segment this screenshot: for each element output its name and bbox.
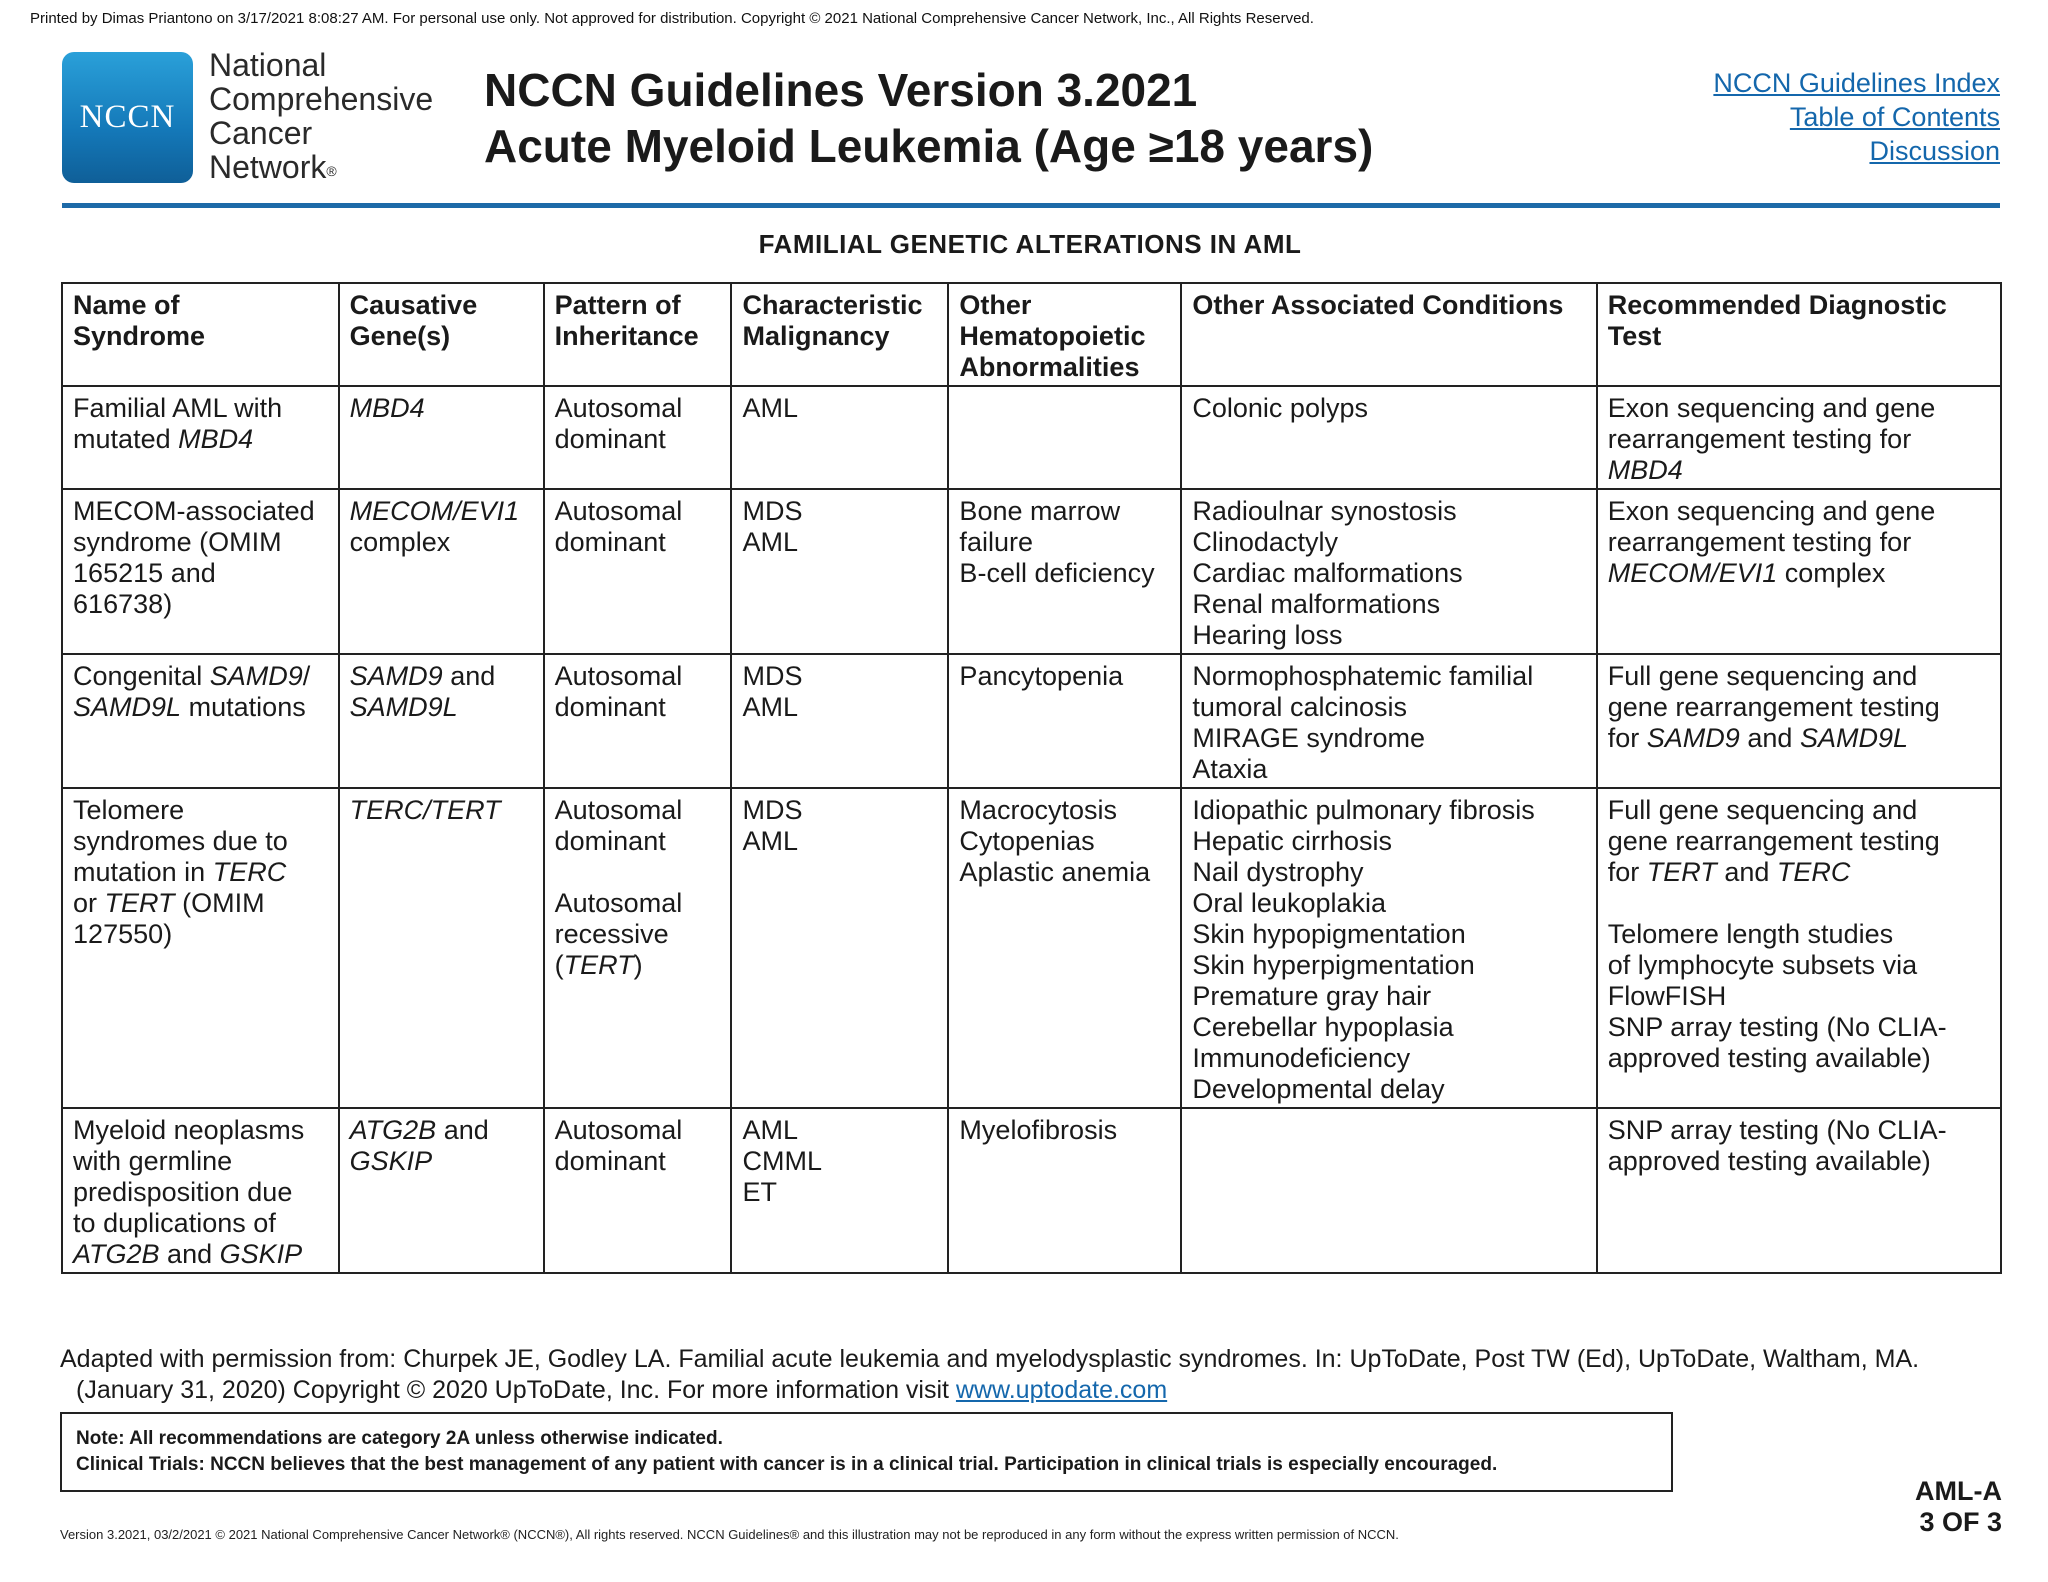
cell-line: Autosomal: [554, 888, 683, 918]
cell-test: [1597, 788, 2001, 1108]
cell-line: Pancytopenia: [959, 661, 1124, 691]
header-hematopoietic: [948, 283, 1181, 386]
cell-line: for SAMD9 and SAMD9L: [1607, 723, 1908, 753]
org-line: Comprehensive: [209, 81, 434, 117]
clinical-trials-line: Clinical Trials: NCCN believes that the best management of any patient with cancer is in a clinical trial. Participation in clinical trials is especially encouraged.: [76, 1454, 1498, 1475]
cell-line: Hepatic cirrhosis: [1192, 826, 1392, 856]
cell-line: Normophosphatemic familial: [1192, 661, 1534, 691]
cell-line: Congenital SAMD9/: [73, 661, 311, 691]
cell-conditions: [1181, 489, 1596, 654]
cell-line: gene rearrangement testing: [1607, 826, 1940, 856]
cell-genes: [339, 489, 544, 654]
table-row: [62, 654, 2001, 788]
table-of-contents-link[interactable]: Table of Contents: [1789, 102, 2000, 132]
cell-line: rearrangement testing for: [1607, 527, 1912, 557]
cell-line: of lymphocyte subsets via: [1607, 950, 1918, 980]
cell-line: Cerebellar hypoplasia: [1192, 1012, 1454, 1042]
org-line: Cancer: [209, 115, 313, 151]
header-conditions: [1181, 283, 1596, 386]
cell-line: approved testing available): [1607, 1043, 1931, 1073]
cell-inheritance: [544, 489, 732, 654]
cell-syndrome: [62, 386, 339, 489]
cell-line: Gene(s): [349, 321, 451, 351]
cell-line: Familial AML with: [73, 393, 283, 423]
printed-notice: Printed by Dimas Priantono on 3/17/2021 8:08:27 AM. For personal use only. Not approved for distribution. Copyright © 2021 National Comprehensive Cancer Network, Inc., All Rights Reserved.: [30, 10, 1314, 27]
cell-hematopoietic: [948, 489, 1181, 654]
cell-line: Autosomal: [554, 496, 683, 526]
cell-hematopoietic: [948, 1108, 1181, 1273]
cell-hematopoietic: [948, 386, 1181, 489]
citation: [60, 1344, 2020, 1406]
cell-line: dominant: [554, 424, 666, 454]
cell-line: FlowFISH: [1607, 981, 1727, 1011]
cell-line: TERC/TERT: [349, 795, 501, 825]
cell-line: rearrangement testing for: [1607, 424, 1912, 454]
org-line-text: Network: [209, 149, 327, 185]
cell-inheritance: [544, 386, 732, 489]
cell-line: Renal malformations: [1192, 589, 1441, 619]
cell-line: Premature gray hair: [1192, 981, 1432, 1011]
cell-syndrome: [62, 654, 339, 788]
cell-inheritance: [544, 654, 732, 788]
cell-line: ATG2B and GSKIP: [73, 1239, 303, 1269]
cell-line: mutation in TERC: [73, 857, 287, 887]
header-syndrome: [62, 283, 339, 386]
cell-malignancy: [731, 788, 948, 1108]
cell-test: [1597, 1108, 2001, 1273]
cell-line: failure: [959, 527, 1034, 557]
org-line: [209, 150, 433, 184]
cell-line: Malignancy: [742, 321, 890, 351]
cell-line: MECOM/EVI1 complex: [1607, 558, 1886, 588]
org-line: National: [209, 47, 327, 83]
cell-line: MECOM-associated: [73, 496, 315, 526]
uptodate-link[interactable]: www.uptodate.com: [955, 1376, 1168, 1404]
cell-line: dominant: [554, 1146, 666, 1176]
table-row: [62, 386, 2001, 489]
cell-line: Skin hypopigmentation: [1192, 919, 1466, 949]
cell-line: 127550): [73, 919, 173, 949]
cell-line: Test: [1607, 321, 1662, 351]
cell-line: Autosomal: [554, 393, 683, 423]
cell-line: syndromes due to: [73, 826, 288, 856]
cell-line: Telomere length studies: [1607, 919, 1894, 949]
cell-line: Nail dystrophy: [1192, 857, 1364, 887]
cell-line: Recommended Diagnostic: [1607, 290, 1947, 320]
cell-line: dominant: [554, 692, 666, 722]
cell-line: Cardiac malformations: [1192, 558, 1463, 588]
cell-hematopoietic: [948, 654, 1181, 788]
cell-line: approved testing available): [1607, 1146, 1931, 1176]
cell-line: Clinodactyly: [1192, 527, 1338, 557]
organization-name: [209, 48, 433, 184]
cell-line: Aplastic anemia: [959, 857, 1151, 887]
cell-line: Autosomal: [554, 1115, 683, 1145]
cell-line: Macrocytosis: [959, 795, 1118, 825]
cell-line: to duplications of: [73, 1208, 276, 1238]
cell-line: SAMD9L mutations: [73, 692, 306, 722]
blank-line: [1608, 888, 1990, 919]
cell-test: [1597, 386, 2001, 489]
cell-line: MIRAGE syndrome: [1192, 723, 1426, 753]
table-body: [62, 386, 2001, 1273]
cell-line: SAMD9 and: [349, 661, 496, 691]
cell-line: Skin hyperpigmentation: [1192, 950, 1475, 980]
page-identifier: [1915, 1476, 2002, 1538]
header-divider: [62, 203, 2000, 208]
cell-line: Inheritance: [554, 321, 699, 351]
title-line-1: NCCN Guidelines Version 3.2021: [484, 64, 1198, 116]
cell-line: recessive: [554, 919, 669, 949]
cell-line: Other Associated Conditions: [1192, 290, 1564, 320]
cell-line: dominant: [554, 527, 666, 557]
cell-line: Immunodeficiency: [1192, 1043, 1411, 1073]
cell-line: for TERT and TERC: [1607, 857, 1851, 887]
cell-line: AML: [742, 826, 799, 856]
guideline-nav: [1713, 66, 2000, 168]
cell-line: MBD4: [1607, 455, 1683, 485]
cell-line: Syndrome: [73, 321, 206, 351]
cell-line: syndrome (OMIM: [73, 527, 282, 557]
cell-line: AML: [742, 527, 799, 557]
page-number: 3 OF 3: [1919, 1507, 2002, 1537]
cell-genes: [339, 788, 544, 1108]
cell-line: Myelofibrosis: [959, 1115, 1118, 1145]
note-line: Note: All recommendations are category 2A unless otherwise indicated.: [76, 1428, 723, 1449]
cell-line: tumoral calcinosis: [1192, 692, 1408, 722]
cell-genes: [339, 1108, 544, 1273]
cell-line: Bone marrow: [959, 496, 1121, 526]
header-genes: [339, 283, 544, 386]
cell-syndrome: [62, 1108, 339, 1273]
cell-line: gene rearrangement testing: [1607, 692, 1940, 722]
footer-copyright: Version 3.2021, 03/2/2021 © 2021 National Comprehensive Cancer Network® (NCCN®), All rights reserved. NCCN Guidelines® and this illustration may not be reproduced in any form without the express written permission of NCCN.: [60, 1527, 1399, 1542]
cell-line: with germline: [73, 1146, 233, 1176]
cell-line: dominant: [554, 826, 666, 856]
nccn-logo: [62, 52, 193, 183]
cell-line: ATG2B and: [349, 1115, 489, 1145]
cell-genes: [339, 386, 544, 489]
cell-inheritance: [544, 1108, 732, 1273]
blank-line: [555, 857, 721, 888]
cell-conditions: [1181, 788, 1596, 1108]
cell-line: Causative: [349, 290, 478, 320]
cell-line: CMML: [742, 1146, 823, 1176]
cell-line: Ataxia: [1192, 754, 1268, 784]
cell-syndrome: [62, 788, 339, 1108]
cell-line: 616738): [73, 589, 173, 619]
title-line-2: Acute Myeloid Leukemia (Age ≥18 years): [484, 120, 1374, 172]
cell-line: Exon sequencing and gene: [1607, 393, 1936, 423]
cell-line: Autosomal: [554, 661, 683, 691]
cell-line: MBD4: [349, 393, 425, 423]
cell-line: Characteristic: [742, 290, 923, 320]
cell-malignancy: [731, 386, 948, 489]
cell-line: complex: [349, 527, 451, 557]
cell-line: Developmental delay: [1192, 1074, 1445, 1104]
cell-inheritance: [544, 788, 732, 1108]
logo-abbr: NCCN: [79, 99, 176, 135]
cell-line: Other: [959, 290, 1032, 320]
cell-line: SNP array testing (No CLIA-: [1607, 1012, 1947, 1042]
cell-line: AML: [742, 1115, 799, 1145]
cell-line: predisposition due: [73, 1177, 293, 1207]
header-inheritance: [544, 283, 732, 386]
cell-line: Autosomal: [554, 795, 683, 825]
cell-line: SAMD9L: [349, 692, 458, 722]
citation-line-1: Adapted with permission from: Churpek JE, Godley LA. Familial acute leukemia and myelodysplastic syndromes. In: UpToDate, Post TW (Ed), UpToDate, Waltham, MA.: [60, 1345, 1920, 1373]
cell-conditions: [1181, 1108, 1596, 1273]
cell-line: Myeloid neoplasms: [73, 1115, 305, 1145]
cell-line: GSKIP: [349, 1146, 433, 1176]
cell-line: Telomere: [73, 795, 185, 825]
header-test: [1597, 283, 2001, 386]
cell-line: or TERT (OMIM: [73, 888, 265, 918]
table-row: [62, 489, 2001, 654]
cell-line: MDS: [742, 496, 803, 526]
cell-conditions: [1181, 654, 1596, 788]
cell-line: Pattern of: [554, 290, 681, 320]
cell-line: B-cell deficiency: [959, 558, 1155, 588]
cell-line: Exon sequencing and gene: [1607, 496, 1936, 526]
table-title: FAMILIAL GENETIC ALTERATIONS IN AML: [758, 229, 1302, 259]
cell-line: Full gene sequencing and: [1607, 661, 1918, 691]
cell-line: Cytopenias: [959, 826, 1095, 856]
cell-line: Abnormalities: [959, 352, 1140, 382]
cell-test: [1597, 654, 2001, 788]
guidelines-index-link[interactable]: NCCN Guidelines Index: [1713, 68, 2000, 98]
table-row: [62, 1108, 2001, 1273]
cell-test: [1597, 489, 2001, 654]
discussion-link[interactable]: Discussion: [1869, 136, 2000, 166]
header-malignancy: [731, 283, 948, 386]
familial-alterations-table: [61, 282, 2002, 1274]
cell-malignancy: [731, 489, 948, 654]
cell-line: Hearing loss: [1192, 620, 1343, 650]
cell-line: SNP array testing (No CLIA-: [1607, 1115, 1947, 1145]
cell-line: MDS: [742, 795, 803, 825]
cell-line: Name of: [73, 290, 180, 320]
cell-conditions: [1181, 386, 1596, 489]
cell-syndrome: [62, 489, 339, 654]
cell-line: 165215 and: [73, 558, 216, 588]
note-box: [60, 1412, 1673, 1492]
cell-line: AML: [742, 692, 799, 722]
cell-line: Oral leukoplakia: [1192, 888, 1387, 918]
page-code: AML-A: [1915, 1476, 2002, 1506]
cell-genes: [339, 654, 544, 788]
cell-line: MECOM/EVI1: [349, 496, 520, 526]
table-row: [62, 788, 2001, 1108]
cell-line: Colonic polyps: [1192, 393, 1369, 423]
cell-line: ET: [742, 1177, 777, 1207]
cell-line: (TERT): [554, 950, 643, 980]
cell-line: mutated MBD4: [73, 424, 254, 454]
page-title: [484, 62, 1373, 174]
cell-line: AML: [742, 393, 799, 423]
cell-line: Hematopoietic: [959, 321, 1146, 351]
citation-line-2: [60, 1375, 2020, 1406]
cell-line: Radioulnar synostosis: [1192, 496, 1457, 526]
cell-malignancy: [731, 654, 948, 788]
citation-text: (January 31, 2020) Copyright © 2020 UpToDate, Inc. For more information visit: [76, 1376, 956, 1404]
cell-line: Full gene sequencing and: [1607, 795, 1918, 825]
table-header-row: [62, 283, 2001, 386]
registered-mark: ®: [326, 163, 337, 179]
cell-line: Idiopathic pulmonary fibrosis: [1192, 795, 1535, 825]
cell-hematopoietic: [948, 788, 1181, 1108]
cell-line: MDS: [742, 661, 803, 691]
cell-malignancy: [731, 1108, 948, 1273]
